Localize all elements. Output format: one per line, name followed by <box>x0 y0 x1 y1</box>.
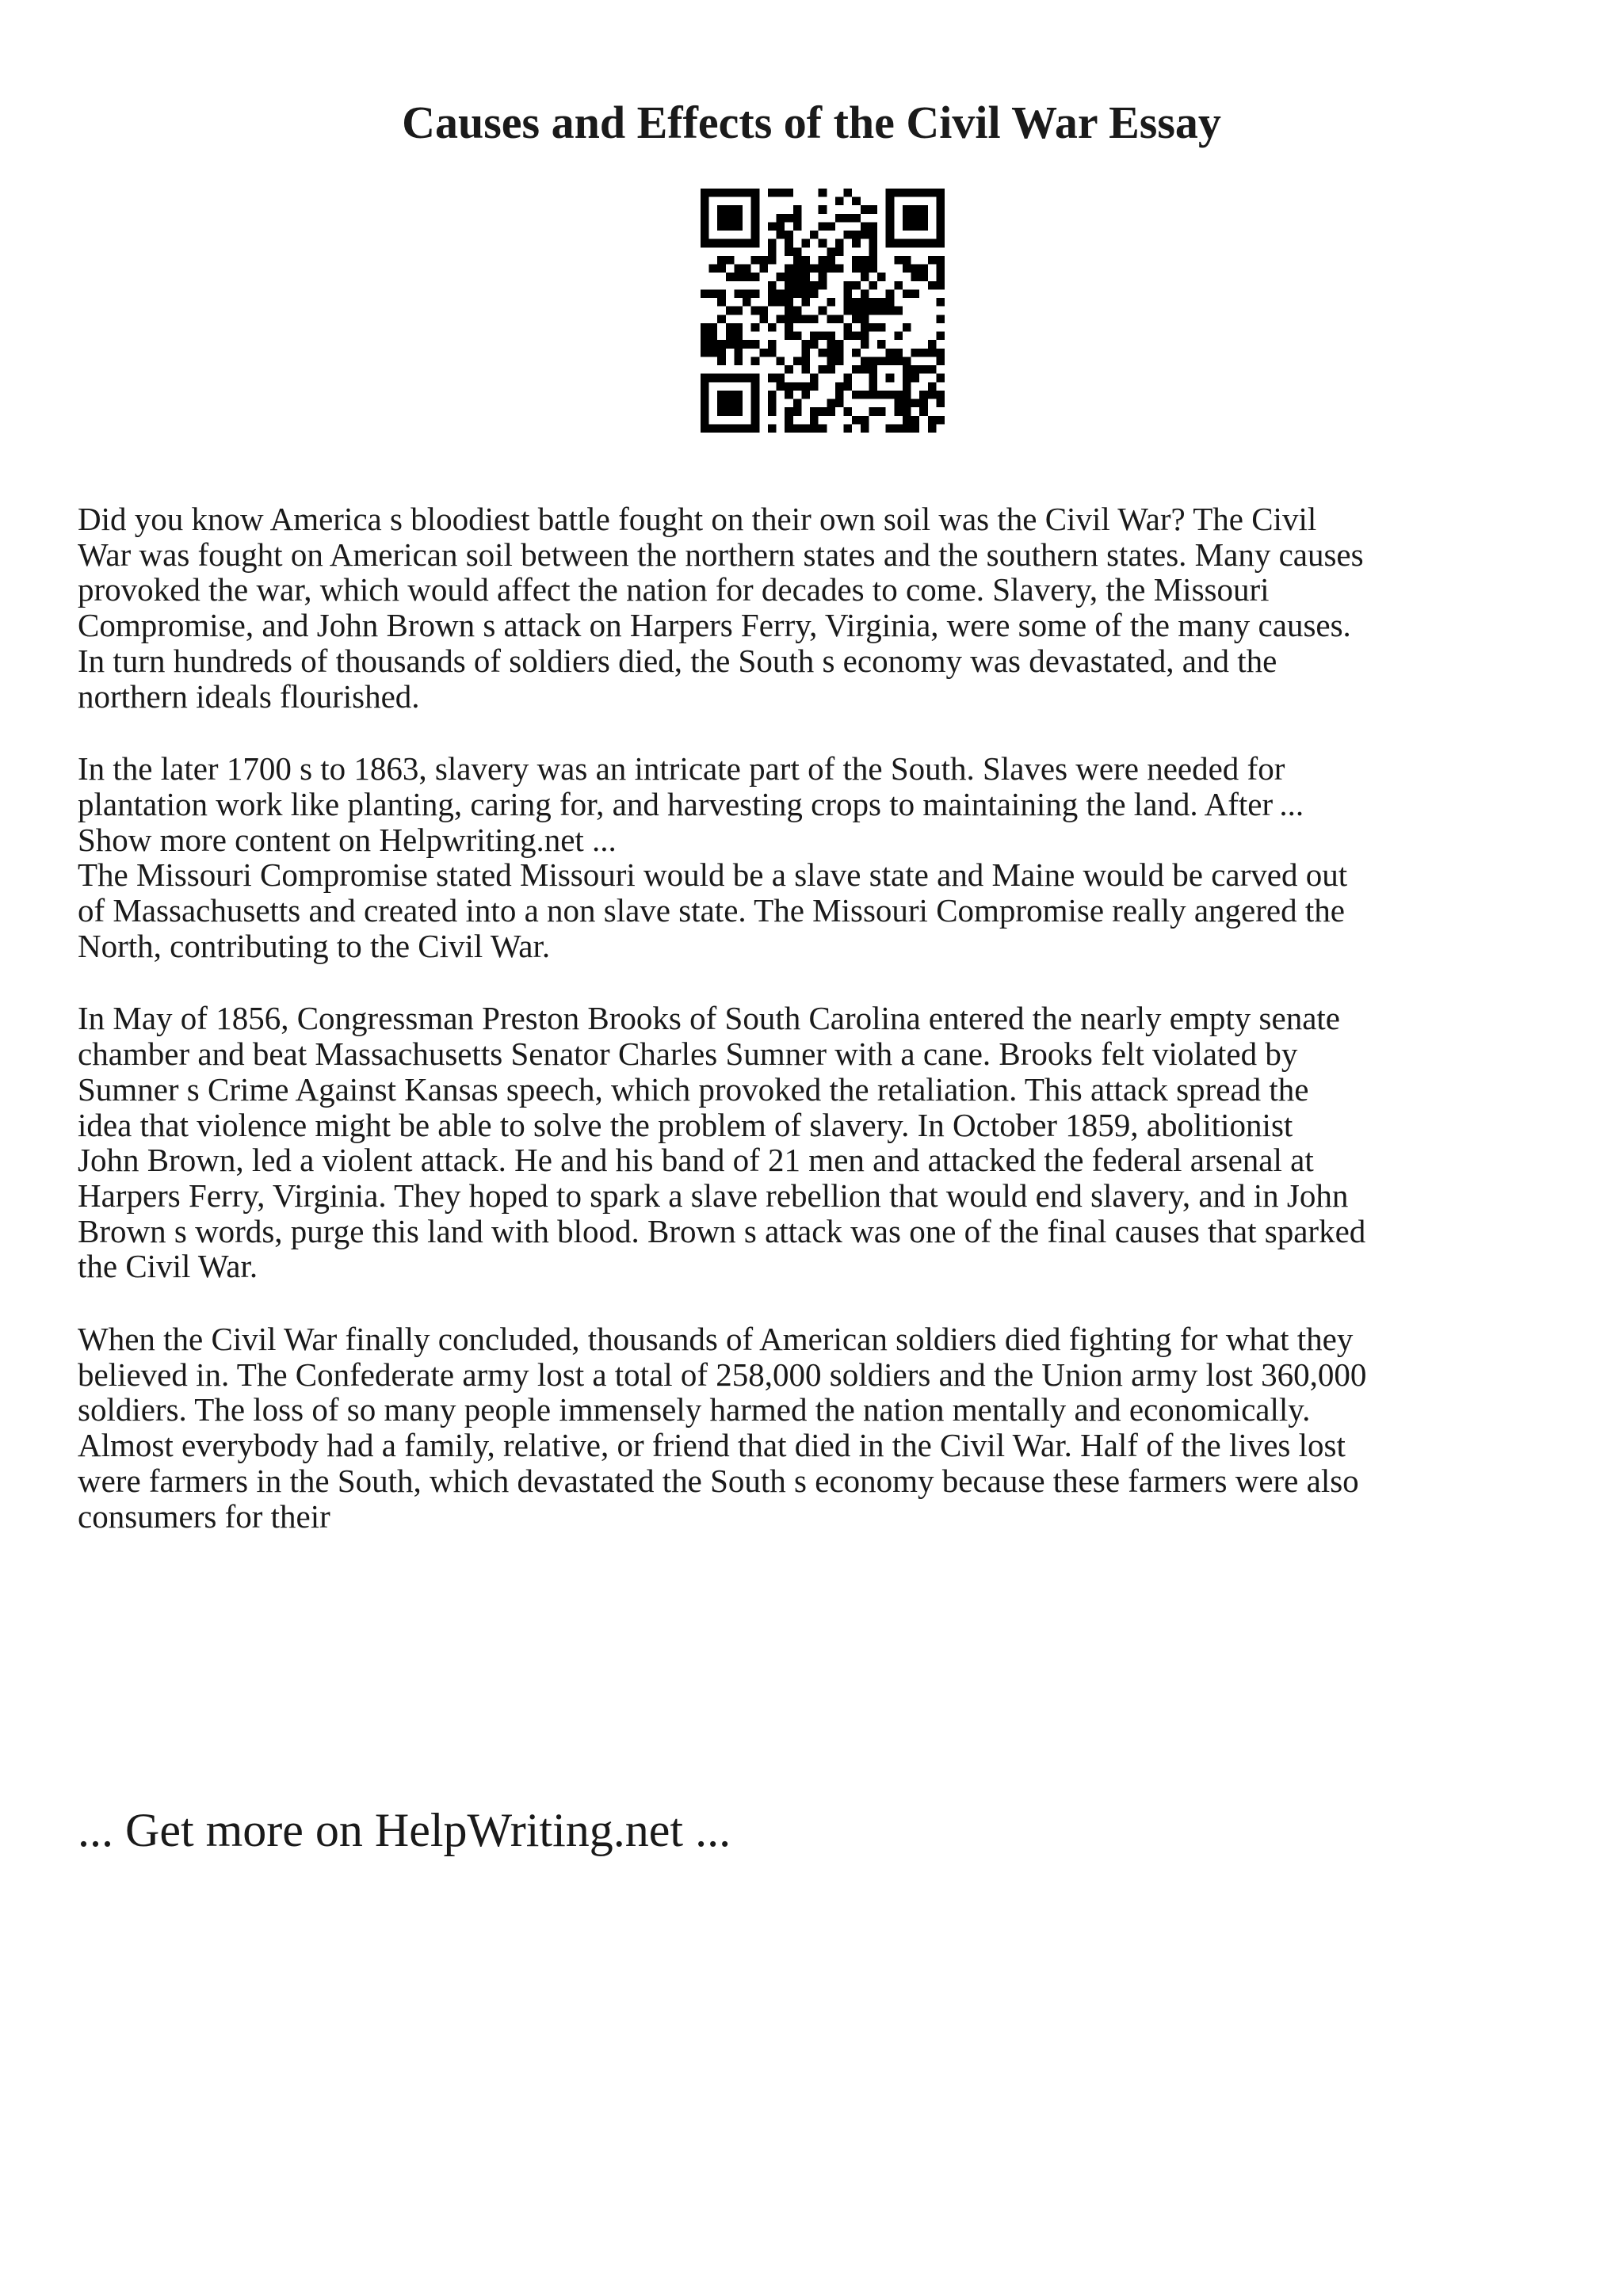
document-title: Causes and Effects of the Civil War Essay <box>402 97 1221 148</box>
qr-code-graphic <box>701 189 945 433</box>
show-more-content-link[interactable]: Show more content on Helpwriting.net ... <box>78 821 617 858</box>
paragraph-slavery: In the later 1700 s to 1863, slavery was an intricate part of the South. Slaves were needed for plantation work like planting, caring for, and harvesting crops to maintaining the land. After ... <box>78 750 1304 822</box>
paragraph-missouri-compromise: The Missouri Compromise stated Missouri would be a slave state and Maine would be carved out of Massachusetts and created into a non slave state. The Missouri Compromise really angered the North, contributing to the Civil War. <box>78 856 1348 964</box>
essay-body <box>78 502 1568 1534</box>
qr-code-image <box>701 189 945 433</box>
paragraph-intro: Did you know America s bloodiest battle fought on their own soil was the Civil War? The Civil War was fought on American soil between the northern states and the southern states. Many causes provoked the war, which would affect the nation for decades to come. Slavery, the Missouri Compromise, and John Brown s attack on Harpers Ferry, Virginia, were some of the many causes. In turn hundreds of thousands of soldiers died, the South s economy was devastated, and the northern ideals flourished. <box>78 501 1364 715</box>
paragraph-harpers-ferry: In May of 1856, Congressman Preston Brooks of South Carolina entered the nearly empty senate chamber and beat Massachusetts Senator Charles Sumner with a cane. Brooks felt violated by Sumner s Crime Against Kansas speech, which provoked the retaliation. This attack spread the idea that violence might be able to solve the problem of slavery. In October 1859, abolitionist John Brown, led a violent attack. He and his band of 21 men and attacked the federal arsenal at Harpers Ferry, Virginia. They hoped to spark a slave rebellion that would end slavery, and in John Brown s words, purge this land with blood. Brown s attack was one of the final causes that sparked the Civil War. <box>78 1000 1366 1285</box>
paragraph-effects: When the Civil War finally concluded, thousands of American soldiers died fighting for what they believed in. The Confederate army lost a total of 258,000 soldiers and the Union army lost 360,000 soldiers. The loss of so many people immensely harmed the nation mentally and economically. Almost everybody had a family, relative, or friend that died in the Civil War. Half of the lives lost were farmers in the South, which devastated the South s economy because these farmers were also consumers for their <box>78 1321 1367 1535</box>
get-more-link[interactable]: ... Get more on HelpWriting.net ... <box>78 1804 731 1856</box>
